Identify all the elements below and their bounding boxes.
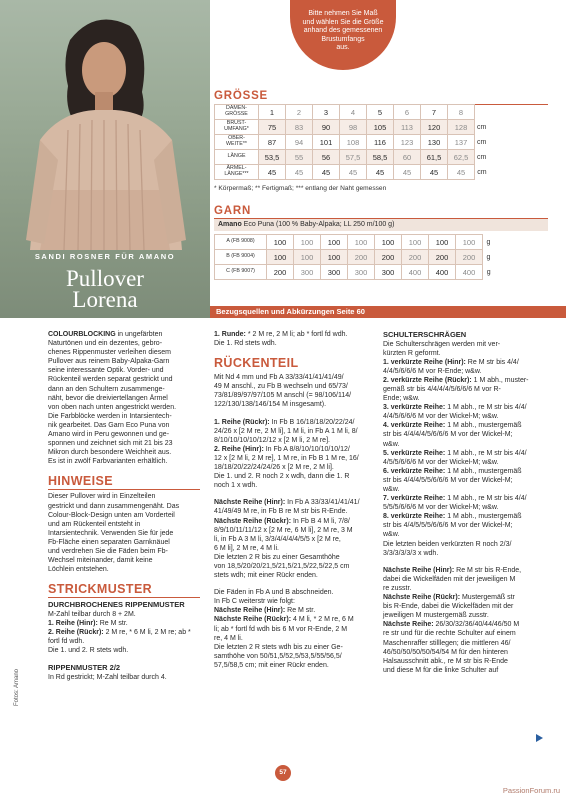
table-cell: 100: [267, 235, 294, 250]
yarn-heading: GARN: [214, 205, 252, 217]
schulterschraegen-heading: SCHULTERSCHRÄGEN: [383, 330, 467, 339]
table-cell: 61,5: [421, 150, 448, 165]
table-cell: 62,5: [448, 150, 475, 165]
size-footnote: * Körpermaß; ** Fertigmaß; *** entlang der Naht gemessen: [214, 185, 387, 192]
row-label: LÄNGE: [215, 150, 259, 165]
table-cell: 100: [375, 235, 402, 250]
rib-pattern-2-heading: RIPPENMUSTER 2/2: [48, 663, 121, 673]
table-cell: 5: [367, 105, 394, 120]
unit-cell: cm: [477, 153, 487, 161]
table-cell: 100: [456, 235, 483, 250]
table-cell: 7: [421, 105, 448, 120]
table-cell: 100: [267, 250, 294, 265]
column-3: SCHULTERSCHRÄGEN Die Schulterschrägen werden mit ver- kürzten R geformt. 1. verkürzte Reihe (Hinr): Re M str bis 4/4/ 4/4/5/6/6/6 M vor R-Ende; w&w. 2. verkürzte Reihe (Rückr): 1 M abh., muster- gemäß str bis 4/4/4/4/5/6/6/6 M vor R- Ende; w&w. 3. verkürzte Reihe: 1 M abh., re M str bis 4/4/ 4/4/5/6/6/6 M vor der Wickel-M; w&w. 4. verkürzte Reihe: 1 M abh., mustergemäß str bis 4/4/4/4/5/6/6/6 M vor der Wickel-M; w&w. 5. verkürzte Reihe: 1 M abh., re M str bis 4/4/ 4/5/5/6/6/6 M vor der Wickel-M; w&w. 6. verkürzte Reihe: 1 M abh., mustergemäß str bis 4/4/4/5/5/6/6/6 M vor der Wickel-M; w&w. 7. verkürzte Reihe: 1 M abh., re M str bis 4/4/ 5/5/5/6/6/6 M vor der Wickel-M; w&w. 8. verkürzte Reihe: 1 M abh., mustergemäß str bis 4/4/5/5/5/6/6/6 M vor der Wickel-M; w&w. Die letzten beiden verkürzten R noch 2/3/ 3/3/3/3/3/3 x wdh. Nächste Reihe (Hinr): Re M str bis R-Ende, dabei die Wickelfäden mit der jeweiligen M re zusstr. Nächste Reihe (Rückr): Mustergemäß str bis R-Ende, dabei die Wickelfäden mit der jeweiligen M mustergemäß zusstr. Nächste Reihe: 26/30/32/36/40/44/46/50 M re str und für die rechte Schulter auf einem Maschenraffer stilllegen; die mittleren 46/ 46/50/50/50/50/54/54 M für den hinteren Halsausschnitt abk., re M str bis R-Ende und diese M für die linke Schulter auf: [383, 330, 546, 675]
table-cell: 75: [259, 120, 286, 135]
yarn-table: [214, 234, 495, 280]
row-label: A (FB 9008): [215, 235, 267, 250]
unit-cell: g: [486, 238, 491, 246]
yarn-row: [215, 235, 495, 250]
row-label: DAMEN- GRÖSSE: [215, 105, 259, 120]
table-cell: 100: [294, 250, 321, 265]
unit-cell: cm: [477, 138, 487, 146]
table-cell: 53,5: [259, 150, 286, 165]
table-cell: 200: [267, 265, 294, 280]
table-cell: 8: [448, 105, 475, 120]
size-row: [215, 135, 489, 150]
table-cell: 45: [367, 165, 394, 180]
table-cell: 100: [294, 235, 321, 250]
table-cell: 120: [421, 120, 448, 135]
table-cell: 300: [348, 265, 375, 280]
column-2: 1. Runde: * 2 M re, 2 M li; ab * fortl fd wdh. Die 1. Rd stets wdh. RÜCKENTEIL Mit Nd 4 mm und Fb A 33/33/41/41/41/49/ 49 M anschl., zu Fb B wechseln und 65/73/ 73/81/89/97/97/105 M anschl (= 98/106/114/ 122/130/138/146/154 M insgesamt). 1. Reihe (Rückr): In Fb B 16/18/18/20/22/24/ 24/26 x [2 M re, 2 M li], 1 M li, in Fb A 1 M li, 8/ 8/10/10/10/10/12/12 x [2 M li, 2 M re]. 2. Reihe (Hinr): In Fb A 8/8/10/10/10/10/12/ 12 x [2 M li, 2 M re], 1 M re, in Fb B 1 M re, 16/ 18/18/20/22/24/24/26 x [2 M re, 2 M li]. Die 1. und 2. R noch 2 x wdh, dann die 1. R noch 1 x wdh. Nächste Reihe (Hinr): In Fb A 33/33/41/41/41/ 41/49/49 M re, in Fb B re M str bis R-Ende. Nächste Reihe (Rückr): In Fb B 4 M li, 7/8/ 8/9/10/11/11/12 x [2 M re, 6 M li], 2 M re, 3 M li, in Fb A 3 M li, 3/3/4/4/4/4/5/5 x [2 M re, 6 M li], 2 M re, 4 M li. Die letzten 2 R bis zu einer Gesamthöhe von 18,5/20/20/21,5/21,5/21,5/22,5/22,5 cm stets wdh; mit einer Rückr enden. Die Fäden in Fb A und B abschneiden. In Fb C weiterstr wie folgt: Nächste Reihe (Hinr): Re M str. Nächste Reihe (Rückr): 4 M li, * 2 M re, 6 M li; ab * fortl fd wdh bis 6 M vor R-Ende, 2 M re, 4 M li. Die letzten 2 R stets wdh bis zu einer Ge- samthöhe von 50/51,5/52,5/53,5/55/56,5/ 57,5/58,5 cm; mit einer Rückr enden.: [214, 330, 370, 670]
table-cell: 100: [321, 235, 348, 250]
table-cell: 100: [429, 235, 456, 250]
table-cell: 45: [286, 165, 313, 180]
table-cell: 300: [375, 265, 402, 280]
table-cell: 100: [321, 250, 348, 265]
row-label: B (FB 9004): [215, 250, 267, 265]
row-label: ÄRMEL- LÄNGE***: [215, 165, 259, 180]
table-cell: 94: [286, 135, 313, 150]
unit-cell: g: [486, 253, 491, 261]
size-row: [215, 165, 489, 180]
row-label: C (FB 9007): [215, 265, 267, 280]
table-cell: 400: [456, 265, 483, 280]
table-cell: 45: [448, 165, 475, 180]
table-cell: 105: [367, 120, 394, 135]
table-cell: 100: [402, 235, 429, 250]
table-cell: 116: [367, 135, 394, 150]
column-1: COLOURBLOCKING in ungefärbten Naturtönen und ein dezentes, gebro- chenes Rippenmuster verleihen diesem Pullover aus reinem Baby-Alpaka-Garn seine interessante Optik. Vorder- und Rückenteil werden separat gestrickt und dann an den Schultern zusammenge- näht, bevor die dreiviertellangen Ärmel von oben nach unten angestrickt werden. Die Farbblöcke werden in Intarsientech- nik gearbeitet. Das Garn Eco Puna von Amano wird in Peru gewonnen und ge- sponnen und zeichnet sich mit 21 bis 23 Mikron durch besondere Weichheit aus. Es ist in zwölf Farbvarianten erhältlich. HINWEISE Dieser Pullover wird in Einzelteilen gestrickt und dann zusammengenäht. Das Colour-Block-Design unten am Vorderteil und am Rückenteil entsteht in Intarsientechnik. Verwenden Sie für jede Fb-Fläche einen separaten Garnknäuel und verdrehen Sie die Fäden beim Fb- Wechsel miteinander, damit keine Löchlein entstehen. STRICKMUSTER DURCHBROCHENES RIPPENMUSTER M-Zahl teilbar durch 8 + 2M. 1. Reihe (Hinr): Re M str. 2. Reihe (Rückr): 2 M re, * 6 M li, 2 M re; ab * fortl fd wdh. Die 1. und 2. R stets wdh. RIPPENMUSTER 2/2 In Rd gestrickt; M-Zahl teilbar durch 4.: [48, 330, 200, 682]
row-label: OBER- WEITE**: [215, 135, 259, 150]
table-cell: 83: [286, 120, 313, 135]
yarn-info-bar: Amano Eco Puna (100 % Baby-Alpaka; LL 250 m/100 g): [214, 219, 548, 231]
table-cell: 200: [456, 250, 483, 265]
table-cell: 60: [394, 150, 421, 165]
table-cell: 200: [375, 250, 402, 265]
table-cell: 3: [313, 105, 340, 120]
designer-credit: SANDI ROSNER FÜR AMANO: [34, 252, 176, 261]
intro-paragraph: COLOURBLOCKING in ungefärbten Naturtönen und ein dezentes, gebro- chenes Rippenmuster verleihen diesem Pullover aus reinem Baby-Alpaka-Garn seine interessante Optik. Vorder- und Rückenteil werden separat gestrickt und dann an den Schultern zusammenge- näht, bevor die dreiviertellangen Ärmel von oben nach unten angestrickt werden. Die Farbblöcke werden in Intarsientech- nik gearbeitet. Das Garn Eco Puna von Amano wird in Peru gewonnen und ge- sponnen und zeichnet sich mit 21 bis 23 Mikron durch besondere Weichheit aus. Es ist in zwölf Farbvarianten erhältlich.: [48, 331, 177, 466]
watermark: PassionForum.ru: [502, 786, 560, 795]
table-cell: 300: [321, 265, 348, 280]
table-cell: 98: [340, 120, 367, 135]
page-number: 57: [275, 765, 291, 781]
table-cell: 101: [313, 135, 340, 150]
table-cell: 200: [348, 250, 375, 265]
hinweise-heading: HINWEISE: [48, 474, 200, 490]
unit-cell: cm: [477, 168, 487, 176]
size-row: [215, 150, 489, 165]
table-cell: 87: [259, 135, 286, 150]
table-cell: 55: [286, 150, 313, 165]
table-cell: 45: [421, 165, 448, 180]
table-cell: 6: [394, 105, 421, 120]
table-cell: 2: [286, 105, 313, 120]
yarn-row: [215, 250, 495, 265]
reference-bar: Bezugsquellen und Abkürzungen Seite 60: [210, 306, 566, 318]
table-cell: 58,5: [367, 150, 394, 165]
unit-cell: cm: [477, 123, 487, 131]
row-label: BRUST- UMFANG*: [215, 120, 259, 135]
unit-cell: g: [486, 268, 491, 276]
continue-arrow-icon: [536, 734, 543, 742]
table-cell: 113: [394, 120, 421, 135]
hero-photo: [0, 0, 210, 318]
table-cell: 1: [259, 105, 286, 120]
unit-cell: [475, 105, 489, 120]
table-cell: 57,5: [340, 150, 367, 165]
table-cell: 400: [429, 265, 456, 280]
pattern-title-line2: Lorena: [72, 287, 138, 312]
table-cell: 400: [402, 265, 429, 280]
strickmuster-heading: STRICKMUSTER: [48, 582, 200, 598]
table-cell: 56: [313, 150, 340, 165]
table-cell: 4: [340, 105, 367, 120]
table-cell: 137: [448, 135, 475, 150]
table-cell: 90: [313, 120, 340, 135]
size-row: [215, 105, 489, 120]
rueckenteil-heading: RÜCKENTEIL: [214, 356, 299, 371]
table-cell: 200: [402, 250, 429, 265]
table-cell: 45: [394, 165, 421, 180]
table-cell: 123: [394, 135, 421, 150]
photo-credit: Fotos: Amano: [14, 668, 20, 706]
table-cell: 128: [448, 120, 475, 135]
yarn-row: [215, 265, 495, 280]
table-cell: 45: [259, 165, 286, 180]
measure-hint-bubble: Bitte nehmen Sie Maß und wählen Sie die Größe anhand des gemessenen Brustumfangs aus.: [290, 0, 396, 70]
table-cell: 45: [313, 165, 340, 180]
pattern-title-line1: Pullover: [66, 266, 144, 291]
table-cell: 200: [429, 250, 456, 265]
table-cell: 100: [348, 235, 375, 250]
rib-pattern-1-heading: DURCHBROCHENES RIPPENMUSTER: [48, 600, 185, 610]
hinweise-text: Dieser Pullover wird in Einzelteilen gestrickt und dann zusammengenäht. Das Colour-Block-Design unten am Vorderteil und am Rückenteil entsteht in Intarsientechnik. Verwenden Sie für jede Fb-Fläche einen separaten Garnknäuel und verdrehen Sie die Fäden beim Fb- Wechsel miteinander, damit keine Löchlein entstehen.: [48, 493, 180, 574]
table-cell: 108: [340, 135, 367, 150]
size-table: [214, 104, 489, 180]
size-heading: GRÖSSE: [214, 90, 269, 102]
table-cell: 45: [340, 165, 367, 180]
table-cell: 300: [294, 265, 321, 280]
table-cell: 130: [421, 135, 448, 150]
size-row: [215, 120, 489, 135]
